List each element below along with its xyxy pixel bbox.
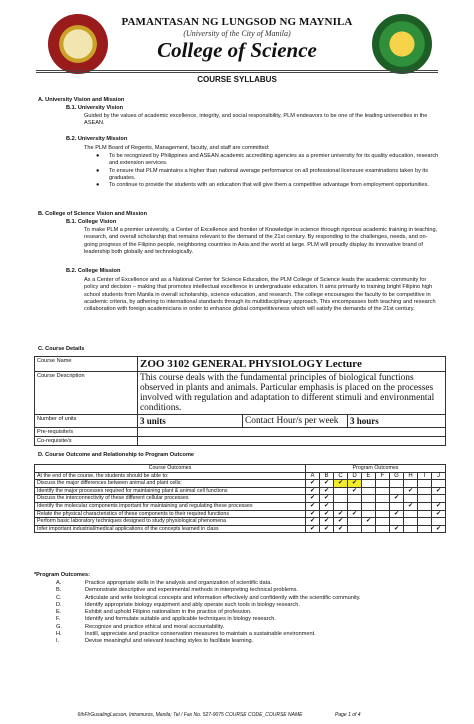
program-outcome-letter: E. <box>56 609 62 616</box>
program-outcome-letter: J <box>432 472 446 480</box>
checkmark-icon: ✔ <box>320 480 334 488</box>
checkmark-icon <box>418 495 432 503</box>
checkmark-icon <box>404 525 418 533</box>
checkmark-icon: ✔ <box>306 518 320 526</box>
program-outcome-text: Identify appropriate biology equipment and ably operate such tools in biology research. <box>85 601 300 608</box>
program-outcome-letter: I <box>418 472 432 480</box>
program-outcome-text: Identify and formulate suitable and applicable techniques in biology research. <box>85 616 276 623</box>
list-item <box>56 609 446 616</box>
course-outcome-text: Perform basic laboratory techniques designed to study physiological phenomena <box>35 518 306 526</box>
course-name-label: Course Name <box>35 357 138 372</box>
checkmark-icon: ✔ <box>334 525 348 533</box>
checkmark-icon <box>376 502 390 510</box>
checkmark-icon: ✔ <box>334 480 348 488</box>
course-name-value: ZOO 3102 GENERAL PHYSIOLOGY Lecture <box>138 357 446 372</box>
program-outcome-letter: G. <box>56 623 62 630</box>
checkmark-icon <box>334 495 348 503</box>
university-mission-title: B.2. University Mission <box>66 136 128 142</box>
checkmark-icon: ✔ <box>306 487 320 495</box>
prerequisite-value <box>138 428 446 437</box>
checkmark-icon <box>404 480 418 488</box>
program-outcome-letter: C. <box>56 594 62 601</box>
contact-hours-value: 3 hours <box>348 415 446 428</box>
checkmark-icon <box>376 510 390 518</box>
college-mission-title: B.2. College Mission <box>66 268 121 274</box>
section-c-title: C. Course Details <box>38 346 85 352</box>
program-outcome-letter: A. <box>56 580 62 586</box>
checkmark-icon <box>348 525 362 533</box>
checkmark-icon <box>362 487 376 495</box>
program-outcome-letter: C <box>334 472 348 480</box>
checkmark-icon: ✔ <box>306 502 320 510</box>
checkmark-icon: ✔ <box>432 502 446 510</box>
document-title: COURSE SYLLABUS <box>197 75 277 84</box>
table-row <box>35 480 446 488</box>
checkmark-icon <box>418 525 432 533</box>
program-outcome-text: Practice appropriate skills in the analysis and organization of scientific data. <box>85 580 272 586</box>
course-outcome-text: Discuss the interconnectivity of these different cellular processes <box>35 495 306 503</box>
program-outcome-letter: D <box>348 472 362 480</box>
checkmark-icon: ✔ <box>320 510 334 518</box>
course-outcome-text: Identify the major processes required for maintaining plant & animal cell functions <box>35 487 306 495</box>
section-b-title: B. College of Science Vision and Mission <box>38 211 147 217</box>
checkmark-icon <box>376 480 390 488</box>
college-of-science-seal-logo <box>372 14 432 74</box>
program-outcome-text: Devise meaningful and relevant teaching styles to facilitate learning. <box>85 638 254 645</box>
course-description-value: This course deals with the fundamental principles of biological functions observed in plants and animals. Particular emphasis is placed on the processes involved with regulation and adaptation to different stimuli and environmental conditions. <box>138 372 446 415</box>
course-outcomes-header: Course Outcomes <box>35 465 306 473</box>
list-item <box>56 624 446 631</box>
checkmark-icon <box>362 495 376 503</box>
checkmark-icon <box>376 495 390 503</box>
checkmark-icon: ✔ <box>390 495 404 503</box>
program-outcome-letter: I. <box>56 638 60 645</box>
program-outcome-letter: F. <box>56 616 61 623</box>
list-item <box>56 587 446 594</box>
checkmark-icon: ✔ <box>432 525 446 533</box>
program-outcome-text: Articulate and write biological concepts and information effectively and confidently with the scientific community. <box>85 594 361 601</box>
university-name: PAMANTASAN NG LUNGSOD NG MAYNILA <box>121 16 353 28</box>
checkmark-icon: ✔ <box>432 510 446 518</box>
checkmark-icon <box>432 518 446 526</box>
program-outcome-letter: A <box>306 472 320 480</box>
checkmark-icon <box>418 487 432 495</box>
program-outcome-text: Exhibit and uphold Filipino nationalism in the practice of profession. <box>85 609 252 616</box>
checkmark-icon <box>334 487 348 495</box>
corequisite-label: Co-requisite/s <box>35 437 138 446</box>
table-row <box>35 487 446 495</box>
checkmark-icon: ✔ <box>404 502 418 510</box>
units-label: Number of units <box>35 415 138 428</box>
checkmark-icon: ✔ <box>334 518 348 526</box>
checkmark-icon <box>334 502 348 510</box>
course-outcome-text: Discuss the major differences between animal and plant cells; <box>35 480 306 488</box>
checkmark-icon <box>418 510 432 518</box>
checkmark-icon: ✔ <box>348 487 362 495</box>
header-divider <box>36 70 438 71</box>
program-outcome-letter: H. <box>56 631 62 638</box>
program-outcome-text: Recognize and practice ethical and moral accountability. <box>85 623 225 630</box>
college-vision-text: To make PLM a premier university, a Center of Excellence and frontier of Knowledge in science through rigorous academic training in teaching, research, and overall scholarship that remains relevant to the demand of the 21st century. By responding to the challenges, needs, and on-going progress of the Filipino people, neighboring countries in Asia and the world at large. PLM will proudly display its innovative brand of leadership both globally and technologically. <box>84 227 438 255</box>
checkmark-icon: ✔ <box>320 502 334 510</box>
checkmark-icon <box>376 518 390 526</box>
checkmark-icon: ✔ <box>432 487 446 495</box>
checkmark-icon: ✔ <box>390 510 404 518</box>
checkmark-icon <box>404 495 418 503</box>
checkmark-icon <box>418 518 432 526</box>
checkmark-icon <box>362 480 376 488</box>
checkmark-icon: ✔ <box>320 525 334 533</box>
list-item <box>56 595 446 602</box>
university-vision-title: B.1. University Vision <box>66 105 124 111</box>
program-outcome-letter: D. <box>56 601 62 608</box>
bullet-icon: ● <box>96 182 100 189</box>
bullet-icon: ● <box>96 167 100 174</box>
program-outcome-letter: G <box>390 472 404 480</box>
program-outcome-letter: E <box>362 472 376 480</box>
list-item: ● To ensure that PLM maintains a higher than national average performance on all professional licensure examinations taken by its graduates. <box>96 167 429 181</box>
course-outcome-text: Identify the molecular components important for maintaining and regulating these processes <box>35 502 306 510</box>
checkmark-icon: ✔ <box>348 480 362 488</box>
course-outcome-text: Infer important industrial/medical applications of the concepts learned in class <box>35 525 306 533</box>
checkmark-icon <box>348 518 362 526</box>
university-mission-text: The PLM Board of Regents, Management, faculty, and staff are committed: <box>84 145 270 151</box>
college-vision-title: B.1. College Vision <box>66 219 117 225</box>
bullet-icon: ● <box>96 153 100 159</box>
contact-hours-label: Contact Hour/s per week <box>243 415 348 428</box>
course-outcomes-table <box>34 464 446 533</box>
list-item <box>56 616 446 623</box>
checkmark-icon: ✔ <box>320 487 334 495</box>
list-item <box>56 631 446 638</box>
page-number: Page 1 of 4 <box>335 712 361 718</box>
header-divider-thin <box>36 72 438 73</box>
table-row <box>35 510 446 518</box>
checkmark-icon <box>432 480 446 488</box>
checkmark-icon <box>348 502 362 510</box>
program-outcomes-title: *Program Outcomes: <box>34 572 90 578</box>
checkmark-icon <box>418 480 432 488</box>
course-details-table <box>34 356 446 446</box>
program-outcome-letter: B. <box>56 587 62 594</box>
list-item <box>56 638 446 645</box>
checkmark-icon: ✔ <box>306 480 320 488</box>
college-name: College of Science <box>157 38 317 62</box>
checkmark-icon: ✔ <box>362 518 376 526</box>
checkmark-icon <box>418 502 432 510</box>
checkmark-icon <box>348 495 362 503</box>
section-d-title: D. Course Outcome and Relationship to Program Outcome <box>38 452 195 458</box>
course-description-label: Course Description <box>35 372 138 415</box>
checkmark-icon <box>390 518 404 526</box>
university-subtitle: (University of the City of Manila) <box>183 29 291 38</box>
program-outcome-letter: B <box>320 472 334 480</box>
checkmark-icon <box>390 487 404 495</box>
checkmark-icon <box>404 518 418 526</box>
checkmark-icon: ✔ <box>306 525 320 533</box>
list-item: ● To continue to provide the students with an education that will give them a competitive advantage from employment opportunities. <box>96 182 429 189</box>
checkmark-icon <box>376 487 390 495</box>
program-outcomes-header: Program Outcomes <box>306 465 446 473</box>
program-outcome-text: Instill, appreciate and practice conservation measures to maintain a sustainable environment. <box>85 631 316 638</box>
section-a-title: A. University Vision and Mission <box>38 97 125 103</box>
table-row <box>35 502 446 510</box>
program-outcome-letter: F <box>376 472 390 480</box>
checkmark-icon: ✔ <box>390 525 404 533</box>
units-value: 3 units <box>138 415 243 428</box>
table-row <box>35 495 446 503</box>
checkmark-icon: ✔ <box>320 495 334 503</box>
checkmark-icon <box>390 480 404 488</box>
university-vision-text: Guided by the values of academic excellence, integrity, and social responsibility, PLM endeavors to be one of the leading universities in the ASEAN. <box>84 113 428 127</box>
checkmark-icon <box>362 510 376 518</box>
university-mission-bullets <box>96 153 440 189</box>
corequisite-value <box>138 437 446 446</box>
outcomes-intro: At the end of the course, the students should be able to: <box>35 472 306 480</box>
list-item <box>56 602 446 609</box>
checkmark-icon: ✔ <box>348 510 362 518</box>
plm-seal-logo <box>48 14 108 74</box>
college-mission-text: As a Center of Excellence and as a National Center for Science Education, the PLM College of Science leads the academic community for policy and decision – making that promotes intellectual excellence in undergraduate education. It aims primarily to training bright Filipino high school students from Manila in overall scholarship, science education, and research. The college encourages the faculty to be competitive in academic criteria, by adhering to international standards through its multidisciplinary approach. This encompasses both teaching and research collaboration with foreign academicians in order to enhance global competitiveness which will satisfy the demands of the 21st century. <box>84 277 436 313</box>
program-outcomes-list <box>56 580 446 646</box>
list-item <box>56 580 446 587</box>
program-outcome-letter: H <box>404 472 418 480</box>
checkmark-icon: ✔ <box>306 495 320 503</box>
checkmark-icon: ✔ <box>334 510 348 518</box>
checkmark-icon <box>362 502 376 510</box>
footer-address: 6thFlrGusalingLacson, Intramuros, Manila; Tel / Fax No. 527-9075 COURSE CODE_COURSE NAME <box>77 712 303 718</box>
table-row <box>35 518 446 526</box>
checkmark-icon <box>404 510 418 518</box>
checkmark-icon: ✔ <box>404 487 418 495</box>
checkmark-icon <box>362 525 376 533</box>
checkmark-icon <box>432 495 446 503</box>
prerequisite-label: Pre-requisite/s <box>35 428 138 437</box>
checkmark-icon: ✔ <box>320 518 334 526</box>
course-outcome-text: Relate the physical characteristics of these components to their required functions <box>35 510 306 518</box>
checkmark-icon <box>376 525 390 533</box>
list-item: ● To be recognized by Philippines and ASEAN academic accrediting agencies as a premier university for its quality education, research and extension services. <box>96 153 439 167</box>
checkmark-icon <box>390 502 404 510</box>
table-row <box>35 525 446 533</box>
checkmark-icon: ✔ <box>306 510 320 518</box>
program-outcome-text: Demonstrate descriptive and experimental methods in interpreting technical problems. <box>85 587 298 594</box>
